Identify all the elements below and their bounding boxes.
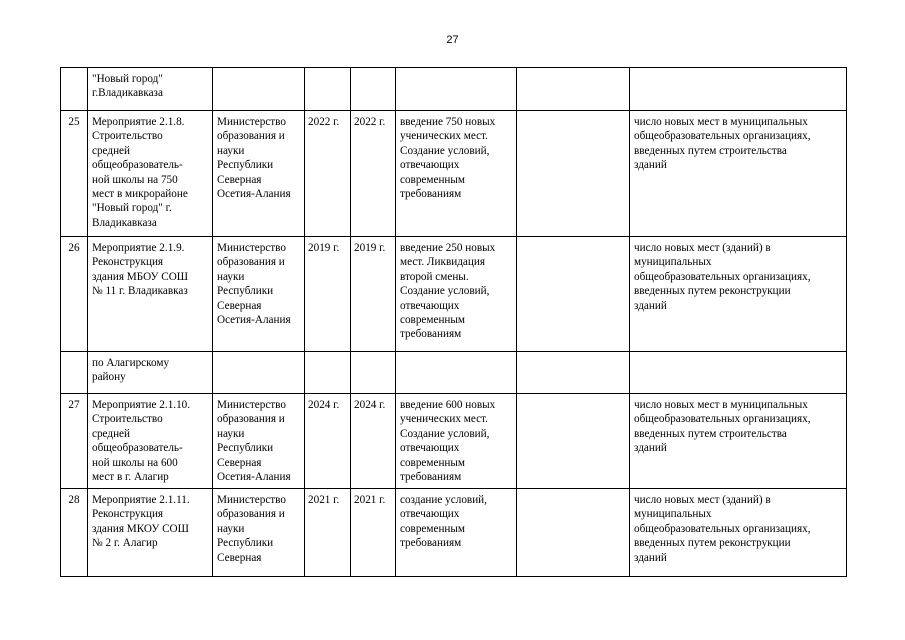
start-year-cell: 2022 г. [305, 111, 351, 237]
expected-result-cell [396, 489, 517, 577]
cell-text-line: Мероприятие 2.1.11. [92, 494, 190, 506]
cell-text-line: Мероприятие 2.1.10. [92, 399, 191, 411]
cell-text-line: Республики [217, 442, 274, 455]
page-number: 27 [446, 34, 459, 46]
cell-text-line: Министерство [217, 116, 286, 128]
executor-cell [213, 394, 305, 489]
empty-column-cell [517, 237, 630, 352]
cell-text-line: общеобразовательных организациях, [634, 413, 811, 426]
cell-text-line: мест в г. Алагир [92, 471, 169, 484]
indicator-cell [630, 237, 847, 352]
activity-cell [88, 111, 213, 237]
start-year-cell: 2024 г. [305, 394, 351, 489]
cell-text-line: Министерство [217, 242, 286, 254]
cell-text-line: отвечающих [400, 508, 460, 521]
cell-text-line: зданий [634, 551, 667, 564]
cell-text-line: средней [92, 144, 131, 157]
cell-text-line: современным [400, 173, 466, 186]
cell-text-line: Создание условий, [400, 285, 490, 298]
end-year-cell: 2021 г. [351, 489, 396, 577]
cell-text-line: отвечающих [400, 299, 460, 312]
executor-cell [213, 237, 305, 352]
indicator-cell [630, 68, 847, 111]
table-row [61, 111, 847, 237]
cell-text-line: мест в микрорайоне [92, 188, 188, 201]
cell-text-line: муниципальных [634, 256, 712, 269]
start-year-cell [305, 352, 351, 394]
cell-text-line: введенных путем строительства [634, 144, 787, 157]
cell-text-line: Мероприятие 2.1.8. [92, 116, 185, 128]
cell-text-line: образования и [217, 256, 285, 269]
cell-text-line: Республики [217, 537, 274, 550]
cell-text-line: Создание условий, [400, 427, 490, 440]
cell-text-line: Северная [217, 551, 262, 564]
indicator-cell [630, 111, 847, 237]
cell-text-line: ученических мест. [400, 130, 488, 143]
cell-text-line: зданий [634, 159, 667, 172]
indicator-cell [630, 489, 847, 577]
empty-column-cell [517, 68, 630, 111]
row-number-cell: 28 [61, 489, 88, 577]
row-number-cell: 26 [61, 237, 88, 352]
end-year-cell [351, 68, 396, 111]
end-year-cell: 2022 г. [351, 111, 396, 237]
indicator-cell [630, 352, 847, 394]
table-row [61, 237, 847, 352]
cell-text-line: образования и [217, 130, 285, 143]
cell-text-line: Реконструкция [92, 256, 164, 269]
cell-text-line: Осетия-Алания [217, 188, 291, 201]
cell-text-line: "Новый город" [92, 73, 163, 85]
cell-text-line: второй смены. [400, 270, 469, 283]
executor-cell [213, 68, 305, 111]
start-year-cell: 2019 г. [305, 237, 351, 352]
cell-text-line: образования и [217, 508, 285, 521]
measures-table [60, 67, 847, 577]
cell-text-line: общеобразователь- [92, 159, 183, 172]
cell-text-line: требованиям [400, 188, 462, 201]
activity-cell [88, 489, 213, 577]
expected-result-cell [396, 237, 517, 352]
start-year-cell: 2021 г. [305, 489, 351, 577]
expected-result-cell [396, 68, 517, 111]
cell-text-line: введенных путем реконструкции [634, 537, 791, 550]
cell-text-line: введение 600 новых [400, 399, 496, 411]
cell-text-line: Министерство [217, 494, 286, 506]
cell-text-line: ной школы на 600 [92, 456, 178, 469]
expected-result-cell [396, 352, 517, 394]
cell-text-line: зданий [634, 442, 667, 455]
cell-text-line: средней [92, 427, 131, 440]
cell-text-line: мест. Ликвидация [400, 256, 485, 269]
end-year-cell: 2024 г. [351, 394, 396, 489]
cell-text-line: Республики [217, 159, 274, 172]
cell-text-line: Северная [217, 299, 262, 312]
executor-cell [213, 111, 305, 237]
cell-text-line: науки [217, 427, 245, 440]
cell-text-line: муниципальных [634, 508, 712, 521]
cell-text-line: введение 750 новых [400, 116, 496, 128]
cell-text-line: создание условий, [400, 494, 487, 506]
cell-text-line: Министерство [217, 399, 286, 411]
end-year-cell: 2019 г. [351, 237, 396, 352]
cell-text-line: зданий [634, 299, 667, 312]
cell-text-line: "Новый город" г. [92, 202, 172, 215]
cell-text-line: общеобразователь- [92, 442, 183, 455]
table-row [61, 394, 847, 489]
cell-text-line: число новых мест (зданий) в [634, 494, 771, 506]
executor-cell [213, 352, 305, 394]
cell-text-line: требованиям [400, 471, 462, 484]
cell-text-line: общеобразовательных организациях, [634, 130, 811, 143]
cell-text-line: ученических мест. [400, 413, 488, 426]
empty-column-cell [517, 352, 630, 394]
cell-text-line: науки [217, 270, 245, 283]
row-number-cell: 25 [61, 111, 88, 237]
row-number-cell [61, 352, 88, 394]
activity-cell [88, 68, 213, 111]
cell-text-line: № 2 г. Алагир [92, 537, 158, 550]
executor-cell [213, 489, 305, 577]
cell-text-line: Осетия-Алания [217, 314, 291, 327]
activity-cell [88, 394, 213, 489]
cell-text-line: здания МКОУ СОШ [92, 522, 189, 535]
table-row [61, 489, 847, 577]
end-year-cell [351, 352, 396, 394]
cell-text-line: число новых мест (зданий) в [634, 242, 771, 254]
table-row [61, 68, 847, 111]
cell-text-line: образования и [217, 413, 285, 426]
cell-text-line: району [92, 371, 126, 384]
cell-text-line: г.Владикавказа [92, 87, 163, 100]
start-year-cell [305, 68, 351, 111]
cell-text-line: современным [400, 314, 466, 327]
cell-text-line: отвечающих [400, 442, 460, 455]
cell-text-line: № 11 г. Владикавказ [92, 285, 188, 298]
cell-text-line: Строительство [92, 130, 163, 143]
cell-text-line: ной школы на 750 [92, 173, 178, 186]
expected-result-cell [396, 111, 517, 237]
cell-text-line: современным [400, 456, 466, 469]
cell-text-line: по Алагирскому [92, 357, 170, 369]
cell-text-line: Северная [217, 173, 262, 186]
cell-text-line: Реконструкция [92, 508, 164, 521]
cell-text-line: Строительство [92, 413, 163, 426]
empty-column-cell [517, 394, 630, 489]
cell-text-line: число новых мест в муниципальных [634, 399, 808, 411]
cell-text-line: Владикавказа [92, 216, 157, 229]
expected-result-cell [396, 394, 517, 489]
cell-text-line: введенных путем реконструкции [634, 285, 791, 298]
activity-cell [88, 352, 213, 394]
cell-text-line: число новых мест в муниципальных [634, 116, 808, 128]
cell-text-line: введение 250 новых [400, 242, 496, 254]
row-number-cell: 27 [61, 394, 88, 489]
row-number-cell [61, 68, 88, 111]
cell-text-line: Осетия-Алания [217, 471, 291, 484]
cell-text-line: науки [217, 144, 245, 157]
indicator-cell [630, 394, 847, 489]
cell-text-line: Мероприятие 2.1.9. [92, 242, 185, 254]
cell-text-line: науки [217, 522, 245, 535]
cell-text-line: Республики [217, 285, 274, 298]
table-row [61, 352, 847, 394]
activity-cell [88, 237, 213, 352]
cell-text-line: общеобразовательных организациях, [634, 522, 811, 535]
cell-text-line: здания МБОУ СОШ [92, 270, 189, 283]
empty-column-cell [517, 489, 630, 577]
cell-text-line: отвечающих [400, 159, 460, 172]
cell-text-line: современным [400, 522, 466, 535]
cell-text-line: Создание условий, [400, 144, 490, 157]
cell-text-line: введенных путем строительства [634, 427, 787, 440]
cell-text-line: Северная [217, 456, 262, 469]
cell-text-line: требованиям [400, 328, 462, 341]
cell-text-line: общеобразовательных организациях, [634, 270, 811, 283]
empty-column-cell [517, 111, 630, 237]
cell-text-line: требованиям [400, 537, 462, 550]
